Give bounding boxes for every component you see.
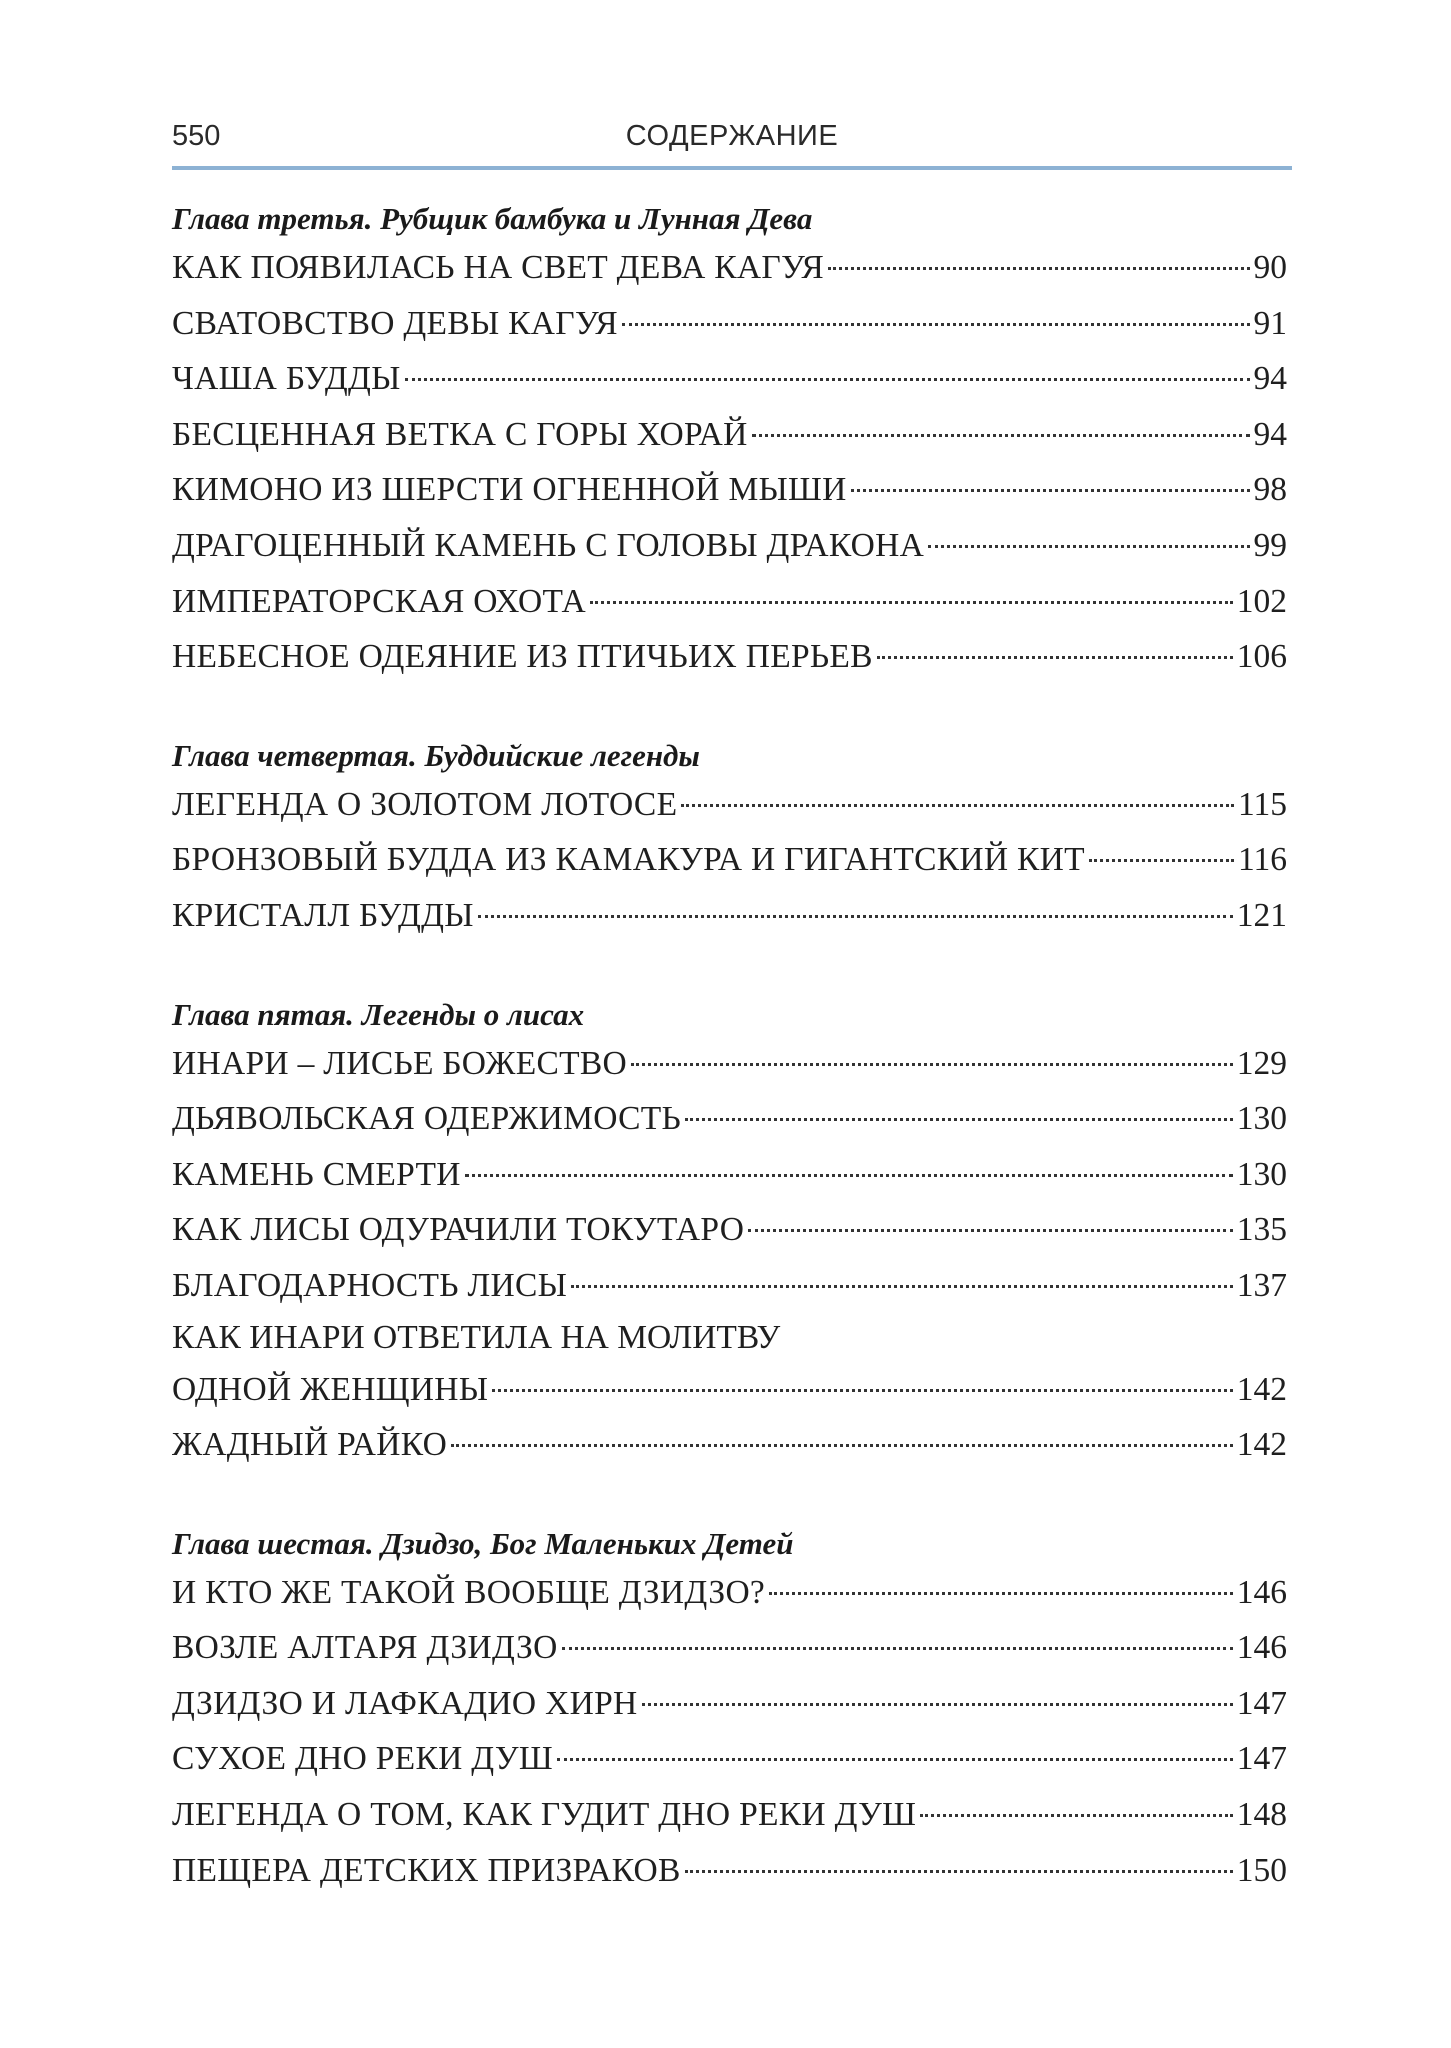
chapter-title: Глава третья. Рубщик бамбука и Лунная Дева (172, 201, 813, 236)
toc-entry-page-number: 142 (1236, 1426, 1287, 1464)
dot-leader (752, 434, 1250, 437)
toc-entry-title: СВАТОВСТВО ДЕВЫ КАГУЯ (172, 304, 618, 342)
toc-entry-title: КРИСТАЛЛ БУДДЫ (172, 896, 474, 934)
toc-entry[interactable] (172, 351, 1287, 407)
toc-entry-title: ЛЕГЕНДА О ЗОЛОТОМ ЛОТОСЕ (172, 785, 678, 823)
toc-entry-page-number: 146 (1236, 1573, 1287, 1611)
dot-leader (622, 323, 1250, 326)
toc-entry[interactable] (172, 462, 1287, 518)
toc-entry-title: БЕСЦЕННАЯ ВЕТКА С ГОРЫ ХОРАЙ (172, 415, 748, 453)
toc-entry-page-number: 115 (1237, 785, 1287, 823)
toc-entry-page-number: 98 (1253, 471, 1287, 509)
toc-entry-title: ДРАГОЦЕННЫЙ КАМЕНЬ С ГОЛОВЫ ДРАКОНА (172, 526, 925, 564)
toc-entry-title: И КТО ЖЕ ТАКОЙ ВООБЩЕ ДЗИДЗО? (172, 1573, 766, 1611)
toc-entry[interactable] (172, 296, 1287, 352)
dot-leader (685, 1870, 1233, 1873)
chapter-title: Глава пятая. Легенды о лисах (172, 996, 585, 1032)
toc-entry[interactable] (172, 574, 1287, 630)
toc-entry-page-number: 106 (1236, 638, 1287, 676)
toc-entry[interactable] (172, 1565, 1287, 1621)
toc-entry[interactable] (172, 1676, 1287, 1732)
toc-entry-page-number: 148 (1236, 1796, 1287, 1834)
toc-entry-page-number: 137 (1236, 1266, 1287, 1304)
toc-chapter (172, 994, 1287, 1473)
toc-entry-title: ЛЕГЕНДА О ТОМ, КАК ГУДИТ ДНО РЕКИ ДУШ (172, 1796, 917, 1834)
dot-leader (557, 1758, 1233, 1761)
toc-entry[interactable] (172, 1091, 1287, 1147)
toc-entry[interactable] (172, 240, 1287, 296)
dot-leader (769, 1592, 1233, 1595)
toc-entry[interactable] (172, 1362, 1287, 1418)
dot-leader (681, 804, 1234, 807)
dot-leader (590, 601, 1233, 604)
toc-entry-page-number: 147 (1236, 1684, 1287, 1722)
page-number: 550 (172, 120, 221, 152)
toc-entry-title: ИНАРИ – ЛИСЬЕ БОЖЕСТВО (172, 1044, 628, 1082)
running-title: СОДЕРЖАНИЕ (625, 120, 839, 152)
toc-entry-page-number: 99 (1253, 526, 1287, 564)
toc-entry[interactable] (172, 1258, 1287, 1314)
toc-entry[interactable] (172, 407, 1287, 463)
toc-entry[interactable] (172, 777, 1287, 833)
table-of-contents (172, 198, 1287, 1948)
toc-entry[interactable] (172, 518, 1287, 574)
toc-chapter (172, 735, 1287, 944)
toc-entry-title: КАК ЛИСЫ ОДУРАЧИЛИ ТОКУТАРО (172, 1211, 745, 1249)
toc-entry-page-number: 94 (1253, 415, 1287, 453)
toc-entry[interactable] (172, 629, 1287, 685)
toc-entry-page-number: 129 (1236, 1044, 1287, 1082)
toc-entry[interactable] (172, 1036, 1287, 1092)
toc-entry-title: НЕБЕСНОЕ ОДЕЯНИЕ ИЗ ПТИЧЬИХ ПЕРЬЕВ (172, 638, 873, 676)
dot-leader (928, 545, 1249, 548)
chapter-title: Глава шестая. Дзидзо, Бог Маленьких Детей (172, 1525, 794, 1561)
dot-leader (562, 1647, 1233, 1650)
dot-leader (631, 1063, 1233, 1066)
toc-entry-page-number: 91 (1253, 304, 1287, 342)
dot-leader (1089, 859, 1234, 862)
chapter-title: Глава четвертая. Буддийские легенды (172, 737, 700, 773)
toc-entry-title: КАК ПОЯВИЛАСЬ НА СВЕТ ДЕВА КАГУЯ (172, 249, 824, 286)
page-header (172, 120, 1292, 160)
toc-entry-title: ЖАДНЫЙ РАЙКО (172, 1426, 448, 1464)
toc-entry-title: БЛАГОДАРНОСТЬ ЛИСЫ (172, 1266, 568, 1304)
dot-leader (877, 656, 1233, 659)
toc-entry[interactable] (172, 1787, 1287, 1843)
toc-entry-page-number: 146 (1236, 1629, 1287, 1667)
toc-chapter (172, 1523, 1287, 1899)
toc-entry-title: ИМПЕРАТОРСКАЯ ОХОТА (172, 582, 587, 620)
dot-leader (405, 378, 1250, 381)
toc-entry-title: КАМЕНЬ СМЕРТИ (172, 1155, 461, 1193)
dot-leader (478, 915, 1233, 918)
toc-entry[interactable] (172, 888, 1287, 944)
toc-entry-title: ЧАША БУДДЫ (172, 360, 401, 398)
toc-entry-page-number: 102 (1236, 582, 1287, 620)
toc-entry-page-number: 121 (1236, 896, 1287, 934)
toc-chapter (172, 198, 1287, 685)
dot-leader (920, 1814, 1232, 1817)
toc-entry-title-line1: КАК ИНАРИ ОТВЕТИЛА НА МОЛИТВУ (172, 1318, 781, 1356)
toc-entry-page-number: 90 (1253, 249, 1287, 286)
toc-entry-page-number: 130 (1236, 1155, 1287, 1193)
dot-leader (571, 1285, 1233, 1288)
dot-leader (492, 1389, 1232, 1392)
dot-leader (685, 1118, 1233, 1121)
toc-entry-title: ВОЗЛЕ АЛТАРЯ ДЗИДЗО (172, 1629, 558, 1667)
toc-entry[interactable] (172, 1417, 1287, 1473)
toc-entry[interactable] (172, 832, 1287, 888)
dot-leader (465, 1174, 1233, 1177)
dot-leader (748, 1229, 1233, 1232)
dot-leader (851, 489, 1250, 492)
toc-entry-page-number: 94 (1253, 360, 1287, 398)
toc-entry[interactable] (172, 1620, 1287, 1676)
dot-leader (642, 1703, 1233, 1706)
toc-entry-title: ОДНОЙ ЖЕНЩИНЫ (172, 1370, 489, 1408)
toc-entry-title: ДЗИДЗО И ЛАФКАДИО ХИРН (172, 1684, 638, 1722)
toc-entry[interactable] (172, 1731, 1287, 1787)
toc-entry[interactable] (172, 1147, 1287, 1203)
toc-entry-title: КИМОНО ИЗ ШЕРСТИ ОГНЕННОЙ МЫШИ (172, 471, 847, 509)
toc-entry-title: ПЕЩЕРА ДЕТСКИХ ПРИЗРАКОВ (172, 1851, 681, 1889)
header-rule (172, 166, 1292, 170)
toc-entry[interactable] (172, 1843, 1287, 1899)
toc-entry-page-number: 135 (1236, 1211, 1287, 1249)
toc-entry-page-number: 116 (1237, 841, 1287, 879)
toc-entry-page-number: 147 (1236, 1740, 1287, 1778)
toc-entry[interactable] (172, 1202, 1287, 1258)
toc-entry-page-number: 130 (1236, 1100, 1287, 1138)
toc-entry-page-number: 142 (1236, 1370, 1287, 1408)
dot-leader (828, 267, 1250, 270)
dot-leader (451, 1444, 1233, 1447)
toc-entry-title: ДЬЯВОЛЬСКАЯ ОДЕРЖИМОСТЬ (172, 1100, 682, 1138)
toc-entry-title: БРОНЗОВЫЙ БУДДА ИЗ КАМАКУРА И ГИГАНТСКИЙ КИТ (172, 841, 1085, 879)
toc-entry-title: СУХОЕ ДНО РЕКИ ДУШ (172, 1740, 553, 1778)
toc-entry-page-number: 150 (1236, 1851, 1287, 1889)
